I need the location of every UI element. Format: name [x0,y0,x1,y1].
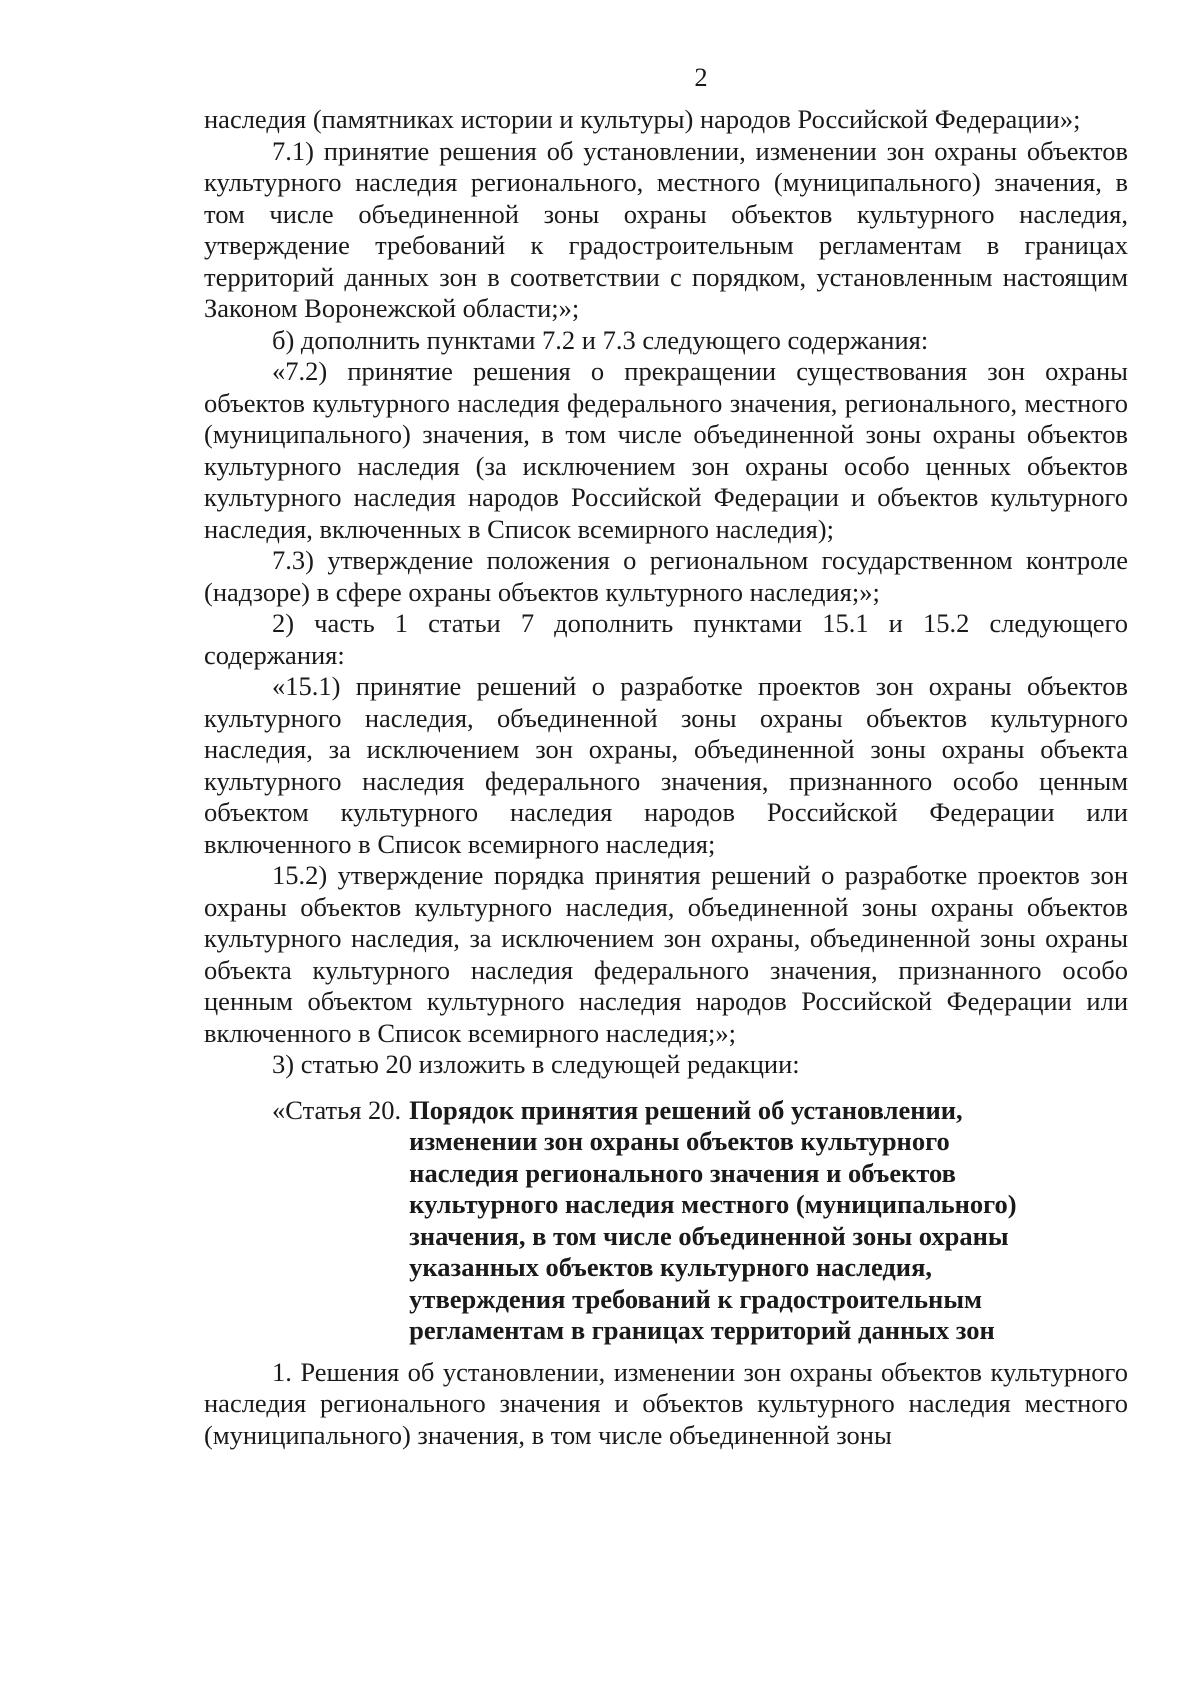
paragraph: 7.3) утверждение положения о региональном государственном контроле (надзоре) в сфере охраны объектов культурного наследия;»; [204,545,1128,607]
page-number: 2 [694,62,708,92]
article-title [409,1095,1128,1347]
body-text-bottom [204,1357,1128,1452]
paragraph: 7.1) принятие решения об установлении, изменении зон охраны объектов культурного наследия регионального, местного (муниципального) значения, в том числе объединенной зоны охраны объектов культурного наследия, утверждение требований к градостроительным регламентам в границах территорий данных зон в соответствии с порядком, установленным настоящим Законом Воронежской области;»; [204,135,1128,323]
article-title-line: указанных объектов культурного наследия, [409,1252,933,1282]
paragraph: 3) статью 20 изложить в следующей редакции: [272,1049,800,1079]
article-title-line: наследия регионального значения и объектов [409,1157,956,1188]
paragraph: наследия (памятниках истории и культуры) народов Российской Федерации»; [204,104,1081,134]
article-number: «Статья 20. [272,1094,402,1125]
paragraph: «15.1) принятие решений о разработке проектов зон охраны объектов культурного наследия, объединенной зоны охраны объектов культурного наследия, за исключением зон охраны, объединенной зоны охраны объекта культурного наследия федерального значения, признанного особо ценным объектом культурного наследия народов Российской Федерации или включенного в Список всемирного наследия; [204,671,1128,859]
article-title-line: регламентам в границах территорий данных зон [409,1315,995,1345]
article-title-line: изменении зон охраны объектов культурного [409,1126,950,1156]
article-title-line: Порядок принятия решений об установлении, [409,1094,963,1125]
paragraph: 2) часть 1 статьи 7 дополнить пунктами 15.1 и 15.2 следующего содержания: [204,608,1128,670]
paragraph: «7.2) принятие решения о прекращении существования зон охраны объектов культурного наследия федерального значения, регионального, местного (муниципального) значения, в том числе объединенной зоны охраны объектов культурного наследия (за исключением зон охраны особо ценных объектов культурного наследия народов Российской Федерации и объектов культурного наследия, включенных в Список всемирного наследия); [204,356,1128,544]
body-text-top [204,104,1128,1081]
paragraph: 1. Решения об установлении, изменении зон охраны объектов культурного наследия регионального значения и объектов культурного наследия местного (муниципального) значения, в том числе объединенной зоны [204,1356,1128,1450]
article-heading [272,1095,1128,1347]
paragraph: б) дополнить пунктами 7.2 и 7.3 следующего содержания: [272,324,929,355]
paragraph: 15.2) утверждение порядка принятия решений о разработке проектов зон охраны объектов культурного наследия, объединенной зоны охраны объектов культурного наследия, за исключением зон охраны, объединенной зоны охраны объекта культурного наследия федерального значения, признанного особо ценным объектом культурного наследия народов Российской Федерации или включенного в Список всемирного наследия;»; [204,860,1128,1048]
article-title-line: культурного наследия местного (муниципального) [409,1189,1017,1219]
article-title-line: значения, в том числе объединенной зоны охраны [409,1220,1009,1251]
article-title-line: утверждения требований к градостроительным [409,1283,983,1314]
